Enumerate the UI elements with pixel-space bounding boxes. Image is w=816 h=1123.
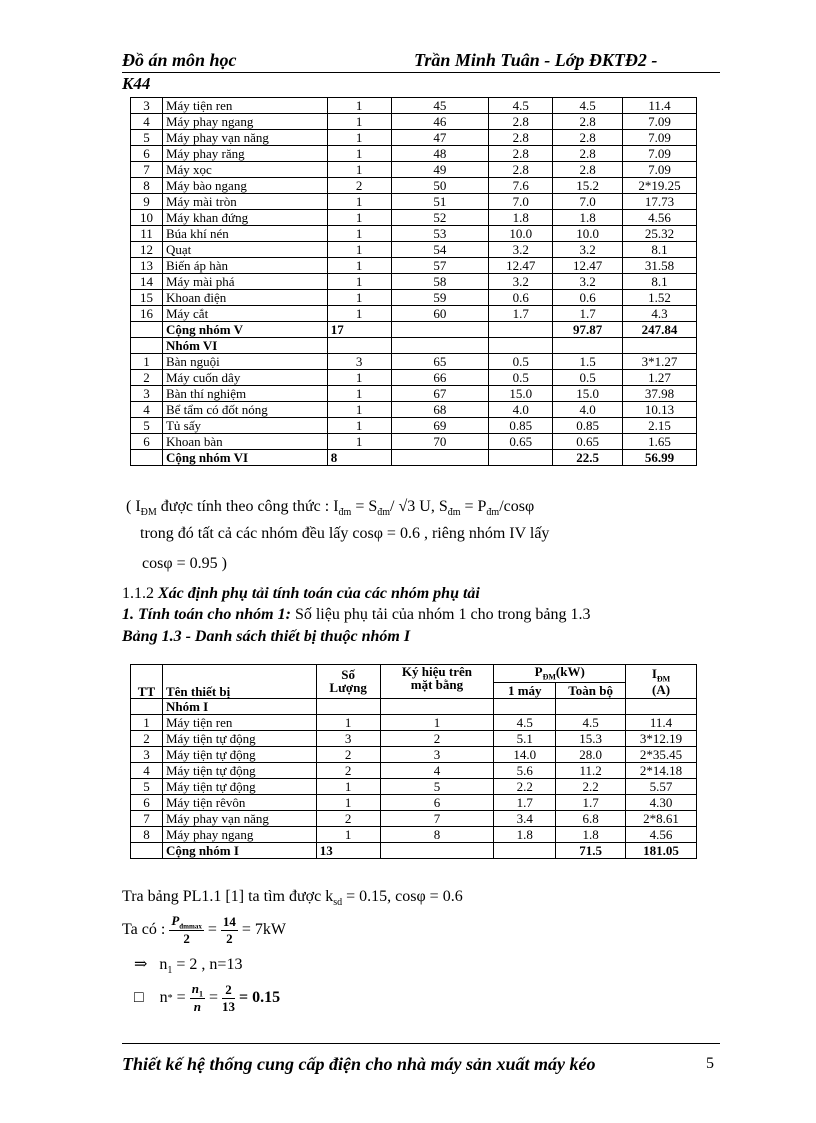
table-cell [556, 698, 626, 714]
table-cell: Biến áp hàn [162, 258, 327, 274]
table-cell: 10.13 [623, 402, 697, 418]
table-cell: Máy tiện tự động [162, 762, 316, 778]
sum-row-group-vi [131, 450, 697, 466]
table-row [131, 826, 697, 842]
table-row [131, 354, 697, 370]
table-row [131, 178, 697, 194]
table-cell: 1 [327, 98, 391, 114]
table-cell: Khoan bàn [162, 434, 327, 450]
table-row [131, 274, 697, 290]
table-cell: 2 [316, 810, 380, 826]
table-cell: 0.6 [553, 290, 623, 306]
table-cell: 10 [131, 210, 163, 226]
table-cell: Máy cuốn dây [162, 370, 327, 386]
table-cell: 5 [131, 778, 163, 794]
table-cell: 7.09 [623, 130, 697, 146]
table-cell: 28.0 [556, 746, 626, 762]
table-cell: 8 [131, 826, 163, 842]
table-cell: 3 [131, 98, 163, 114]
table-row [131, 98, 697, 114]
table-cell: Máy phay ngang [162, 114, 327, 130]
table-cell: 2*14.18 [626, 762, 697, 778]
table-row [131, 146, 697, 162]
table-cell: Máy tiện tự động [162, 778, 316, 794]
table-cell: 2*35.45 [626, 746, 697, 762]
table-row [131, 290, 697, 306]
table-cell: 15.3 [556, 730, 626, 746]
table-cell: 68 [391, 402, 489, 418]
table-cell: 3 [131, 386, 163, 402]
table-cell: 3.4 [494, 810, 556, 826]
table-cell [391, 322, 489, 338]
table-cell: 4.5 [556, 714, 626, 730]
table-cell: 47 [391, 130, 489, 146]
col-name: Tên thiết bị [162, 665, 316, 699]
table-cell: 25.32 [623, 226, 697, 242]
table-cell: 0.5 [489, 354, 553, 370]
table-cell: 0.65 [489, 434, 553, 450]
col-power: $P_{ĐM}(kW)$ [494, 665, 626, 683]
calc-taco-line: Ta có : $\frac{P_{đmmax}}{2}$ = $\frac{14}{2}$ = 7kW [122, 912, 286, 947]
table-cell: 15 [131, 290, 163, 306]
table-cell: 7.0 [489, 194, 553, 210]
table-cell: 48 [391, 146, 489, 162]
table-cell: 6 [131, 794, 163, 810]
table-cell: Máy tiện ren [162, 714, 316, 730]
header-left: Đồ án môn học [122, 50, 237, 70]
table-cell: 2.8 [553, 162, 623, 178]
table-cell: 52 [391, 210, 489, 226]
table-row [131, 194, 697, 210]
table-cell: 247.84 [623, 322, 697, 338]
table-row [131, 130, 697, 146]
table-cell: Máy xọc [162, 162, 327, 178]
table-row [131, 370, 697, 386]
table-row [131, 226, 697, 242]
table-cell: 2.8 [489, 114, 553, 130]
table-cell: Máy bào ngang [162, 178, 327, 194]
table-cell: 1 [327, 274, 391, 290]
table-cell: Máy phay ngang [162, 826, 316, 842]
table-cell: 7.09 [623, 114, 697, 130]
table-cell: 1 [316, 778, 380, 794]
table-cell: 69 [391, 418, 489, 434]
device-table-groups-v-vi [130, 97, 697, 466]
table-cell: 3 [380, 746, 494, 762]
table-cell: 11.2 [556, 762, 626, 778]
table-cell [553, 338, 623, 354]
table-cell: 4 [131, 402, 163, 418]
table-cell: 70 [391, 434, 489, 450]
fraction-pmax: $\frac{P_{đmmax}}{2}$ [171, 912, 202, 947]
col-symbol: Ký hiệu trên mặt bằng [380, 665, 494, 699]
table-cell: 1 [316, 826, 380, 842]
table-cell: 1.8 [494, 826, 556, 842]
table-cell: Bể tẩm có đốt nóng [162, 402, 327, 418]
calc-n-line: ⇒ $n_1 = 2$ , n=13 [134, 956, 243, 977]
table-cell: 7.6 [489, 178, 553, 194]
calc-group-1-intro: 1. Tính toán cho nhóm 1: Số liệu phụ tải của nhóm 1 cho trong bảng 1.3 [122, 606, 591, 623]
table-cell: 7 [131, 810, 163, 826]
table-cell: 3.2 [489, 274, 553, 290]
formula-line-3: cosφ = 0.95 ) [142, 555, 227, 572]
table-row [131, 258, 697, 274]
table-cell: Máy tiện tự động [162, 730, 316, 746]
table-cell [489, 338, 553, 354]
table-cell: 4.3 [623, 306, 697, 322]
table-cell: 8.1 [623, 242, 697, 258]
table-cell: 1.5 [553, 354, 623, 370]
table-row [131, 810, 697, 826]
table-cell: 2 [316, 746, 380, 762]
table-cell: 5.6 [494, 762, 556, 778]
table-cell [131, 450, 163, 466]
table-cell: 15.0 [489, 386, 553, 402]
sum-row-group-i [131, 842, 697, 858]
table-cell: 2.2 [556, 778, 626, 794]
table-row [131, 210, 697, 226]
table-cell [489, 322, 553, 338]
table-cell: 11.4 [623, 98, 697, 114]
table-cell: 4.5 [553, 98, 623, 114]
table-cell: 37.98 [623, 386, 697, 402]
table-cell: 1 [316, 794, 380, 810]
table-cell [380, 698, 494, 714]
table-cell [391, 338, 489, 354]
table-cell: 0.5 [489, 370, 553, 386]
table-cell: 1 [327, 226, 391, 242]
table-cell: 3 [131, 746, 163, 762]
table-row [131, 762, 697, 778]
table-cell: 2*19.25 [623, 178, 697, 194]
table-caption: Bảng 1.3 - Danh sách thiết bị thuộc nhóm I [122, 628, 411, 645]
table-cell: 7.09 [623, 162, 697, 178]
table-cell: 2.8 [489, 146, 553, 162]
table-cell: 1.65 [623, 434, 697, 450]
table-cell: 4.30 [626, 794, 697, 810]
table-cell: 22.5 [553, 450, 623, 466]
footer-rule [122, 1043, 720, 1044]
table-cell: 17 [327, 322, 391, 338]
table-cell: 1 [327, 162, 391, 178]
table-cell: 17.73 [623, 194, 697, 210]
table-cell [489, 450, 553, 466]
table-cell: 6 [131, 146, 163, 162]
table-cell: 71.5 [556, 842, 626, 858]
table-cell: 12.47 [553, 258, 623, 274]
table-cell: 15.2 [553, 178, 623, 194]
table-cell: 51 [391, 194, 489, 210]
table-cell: 11 [131, 226, 163, 242]
table-cell: 57 [391, 258, 489, 274]
fraction-n1-n: $\frac{n_1}{n}$ [191, 980, 203, 1015]
footer-title: Thiết kế hệ thống cung cấp điện cho nhà máy sản xuất máy kéo [122, 1054, 596, 1074]
table-row [131, 730, 697, 746]
table-cell: 1.7 [489, 306, 553, 322]
table-cell: 4.5 [494, 714, 556, 730]
col-one-machine: 1 máy [494, 682, 556, 698]
table-cell: 10.0 [553, 226, 623, 242]
table-cell: 1 [327, 370, 391, 386]
table-cell: 1 [327, 434, 391, 450]
table-cell: Khoan điện [162, 290, 327, 306]
table-cell: 2.2 [494, 778, 556, 794]
table-row [131, 386, 697, 402]
table-cell [494, 842, 556, 858]
table-cell: 1.7 [553, 306, 623, 322]
table-cell: 2 [327, 178, 391, 194]
table-cell: 1 [327, 130, 391, 146]
table-cell [131, 338, 163, 354]
table-cell: 1 [316, 714, 380, 730]
table-cell: 8 [380, 826, 494, 842]
table-cell: 6.8 [556, 810, 626, 826]
table-cell: 1 [131, 354, 163, 370]
table-cell: 0.65 [553, 434, 623, 450]
table-cell: 7 [131, 162, 163, 178]
table-row [131, 746, 697, 762]
table-cell: 2.8 [553, 114, 623, 130]
col-qty: Số Lượng [316, 665, 380, 699]
table-cell: 56.99 [623, 450, 697, 466]
table-cell: 0.6 [489, 290, 553, 306]
table-cell: Cộng nhóm V [162, 322, 327, 338]
table-cell: 5 [131, 418, 163, 434]
table-cell: 8 [327, 450, 391, 466]
table-cell: 2.8 [553, 130, 623, 146]
section-heading: 1.1.2 Xác định phụ tải tính toán của các nhóm phụ tải [122, 585, 480, 602]
table-cell [623, 338, 697, 354]
table-cell: 50 [391, 178, 489, 194]
table-cell [494, 698, 556, 714]
table-cell: 4 [131, 762, 163, 778]
table-cell [391, 450, 489, 466]
table-cell: 1 [327, 194, 391, 210]
sum-row-group-v [131, 322, 697, 338]
table-cell: Cộng nhóm I [162, 842, 316, 858]
calc-tra-line: Tra bảng PL1.1 [1] ta tìm được $k_{sd} = 0.15$, cosφ = 0.6 [122, 888, 463, 909]
table-cell: 16 [131, 306, 163, 322]
table-cell: 3.2 [489, 242, 553, 258]
table-row [131, 778, 697, 794]
table-cell: Máy cắt [162, 306, 327, 322]
table-cell: 0.85 [489, 418, 553, 434]
table-cell: 60 [391, 306, 489, 322]
table-cell: Máy phay vạn năng [162, 130, 327, 146]
table-cell: 0.85 [553, 418, 623, 434]
calc-nstar-line: □ n * = $\frac{n_1}{n}$ = $\frac{2}{13}$ = 0.15 [134, 980, 281, 1015]
table-cell: Máy tiện ren [162, 98, 327, 114]
table-cell [131, 842, 163, 858]
table-cell: 5 [131, 130, 163, 146]
table-cell: 1.27 [623, 370, 697, 386]
table-cell: Tủ sấy [162, 418, 327, 434]
table-cell: 1 [327, 402, 391, 418]
table-cell: 2.8 [553, 146, 623, 162]
table-cell: 2 [131, 370, 163, 386]
table-cell: 54 [391, 242, 489, 258]
table-cell: 66 [391, 370, 489, 386]
table-cell: 3.2 [553, 274, 623, 290]
table-cell: 2.15 [623, 418, 697, 434]
table-row [131, 434, 697, 450]
table-cell: 1 [327, 258, 391, 274]
table-cell: 46 [391, 114, 489, 130]
table-cell: 1.52 [623, 290, 697, 306]
table-cell: Máy tiện tự động [162, 746, 316, 762]
table-cell: 4 [131, 114, 163, 130]
table-cell: 5.57 [626, 778, 697, 794]
table-cell: 7.09 [623, 146, 697, 162]
table-cell: 1 [380, 714, 494, 730]
group-row-i [131, 698, 697, 714]
table-cell: 8 [131, 178, 163, 194]
table-cell: Máy khan đứng [162, 210, 327, 226]
table-cell: Nhóm I [162, 698, 316, 714]
table-row [131, 162, 697, 178]
table-cell [131, 322, 163, 338]
table-cell: 2 [131, 730, 163, 746]
table-cell: 2 [316, 762, 380, 778]
table-cell: 14 [131, 274, 163, 290]
table-cell: 45 [391, 98, 489, 114]
table-cell: 2 [380, 730, 494, 746]
table-row [131, 794, 697, 810]
table-cell: 15.0 [553, 386, 623, 402]
table-cell: 97.87 [553, 322, 623, 338]
fraction-14-2: $\frac{14}{2}$ [222, 913, 236, 946]
table-cell: Máy mài tròn [162, 194, 327, 210]
table-cell: 4 [380, 762, 494, 778]
table-cell: 53 [391, 226, 489, 242]
table-cell: 12 [131, 242, 163, 258]
table-cell: 1 [327, 306, 391, 322]
table-cell: 13 [316, 842, 380, 858]
table-cell: 11.4 [626, 714, 697, 730]
table-cell: 0.5 [553, 370, 623, 386]
table-row [131, 714, 697, 730]
table-cell: 1 [327, 242, 391, 258]
table-row [131, 306, 697, 322]
table-cell: 3 [327, 354, 391, 370]
table-cell: 8.1 [623, 274, 697, 290]
formula-line-1: ( $I_{ĐM}$ được tính theo công thức : $I_{đm} = S_{đm}/$ √3 U, $S_{đm} = P_{đm}/\cos\varphi$ [126, 498, 535, 519]
table-row [131, 402, 697, 418]
table-cell: 9 [131, 194, 163, 210]
table-cell: 1 [327, 114, 391, 130]
table-cell: 4.0 [553, 402, 623, 418]
table-cell: 4.5 [489, 98, 553, 114]
table-cell: 5.1 [494, 730, 556, 746]
table-cell: 5 [380, 778, 494, 794]
table-cell: 1 [131, 714, 163, 730]
table-cell [131, 698, 163, 714]
table-cell: Bàn nguội [162, 354, 327, 370]
table-cell: 1 [327, 386, 391, 402]
table-row [131, 418, 697, 434]
table-cell: 1.7 [494, 794, 556, 810]
table-cell [327, 338, 391, 354]
table-cell: Cộng nhóm VI [162, 450, 327, 466]
table-cell: 6 [131, 434, 163, 450]
table-cell: 12.47 [489, 258, 553, 274]
col-tt: TT [131, 665, 163, 699]
table-cell: 3*12.19 [626, 730, 697, 746]
header-continuation: K44 [122, 74, 151, 93]
table-cell: Máy mài phá [162, 274, 327, 290]
table-cell: 4.56 [626, 826, 697, 842]
table-cell: 10.0 [489, 226, 553, 242]
table-cell: 59 [391, 290, 489, 306]
table-cell [626, 698, 697, 714]
table-cell: 14.0 [494, 746, 556, 762]
col-total: Toàn bộ [556, 682, 626, 698]
table-cell: Máy tiện rêvôn [162, 794, 316, 810]
table-cell: 3*1.27 [623, 354, 697, 370]
table-cell: 2.8 [489, 130, 553, 146]
table-cell: 2*8.61 [626, 810, 697, 826]
table-cell: 49 [391, 162, 489, 178]
table-cell: 4.0 [489, 402, 553, 418]
table-cell [380, 842, 494, 858]
table-cell: 67 [391, 386, 489, 402]
table-cell: 1.7 [556, 794, 626, 810]
device-table-group-1 [130, 664, 697, 859]
table-cell: Máy phay vạn năng [162, 810, 316, 826]
table-cell: 31.58 [623, 258, 697, 274]
table-cell: 6 [380, 794, 494, 810]
fraction-2-13: $\frac{2}{13}$ [221, 981, 235, 1014]
table-cell: 13 [131, 258, 163, 274]
table-cell: 1.8 [553, 210, 623, 226]
table-cell: 3.2 [553, 242, 623, 258]
table-cell: Nhóm VI [162, 338, 327, 354]
col-current: $I_{ĐM}$ (A) [626, 665, 697, 699]
table-cell: 1 [327, 290, 391, 306]
table-cell: 181.05 [626, 842, 697, 858]
table-cell: 7.0 [553, 194, 623, 210]
table-cell: Bàn thí nghiệm [162, 386, 327, 402]
group-row-vi [131, 338, 697, 354]
table-cell: Búa khí nén [162, 226, 327, 242]
table-cell: 58 [391, 274, 489, 290]
table-cell: 4.56 [623, 210, 697, 226]
table-cell: 1 [327, 210, 391, 226]
table-cell: 65 [391, 354, 489, 370]
table-cell: 2.8 [489, 162, 553, 178]
table-cell: 3 [316, 730, 380, 746]
table-cell [316, 698, 380, 714]
table-cell: 1 [327, 146, 391, 162]
page-number: 5 [706, 1055, 714, 1072]
table-cell: 1 [327, 418, 391, 434]
table-cell: 1.8 [556, 826, 626, 842]
table-cell: 7 [380, 810, 494, 826]
header-rule [122, 72, 720, 73]
table-cell: 1.8 [489, 210, 553, 226]
table-row [131, 114, 697, 130]
header-right: Trần Minh Tuân - Lớp ĐKTĐ2 - [414, 50, 658, 70]
formula-line-2: trong đó tất cả các nhóm đều lấy cosφ = 0.6 , riêng nhóm IV lấy [140, 525, 550, 542]
table-cell: Máy phay răng [162, 146, 327, 162]
table-cell: Quạt [162, 242, 327, 258]
table-row [131, 242, 697, 258]
